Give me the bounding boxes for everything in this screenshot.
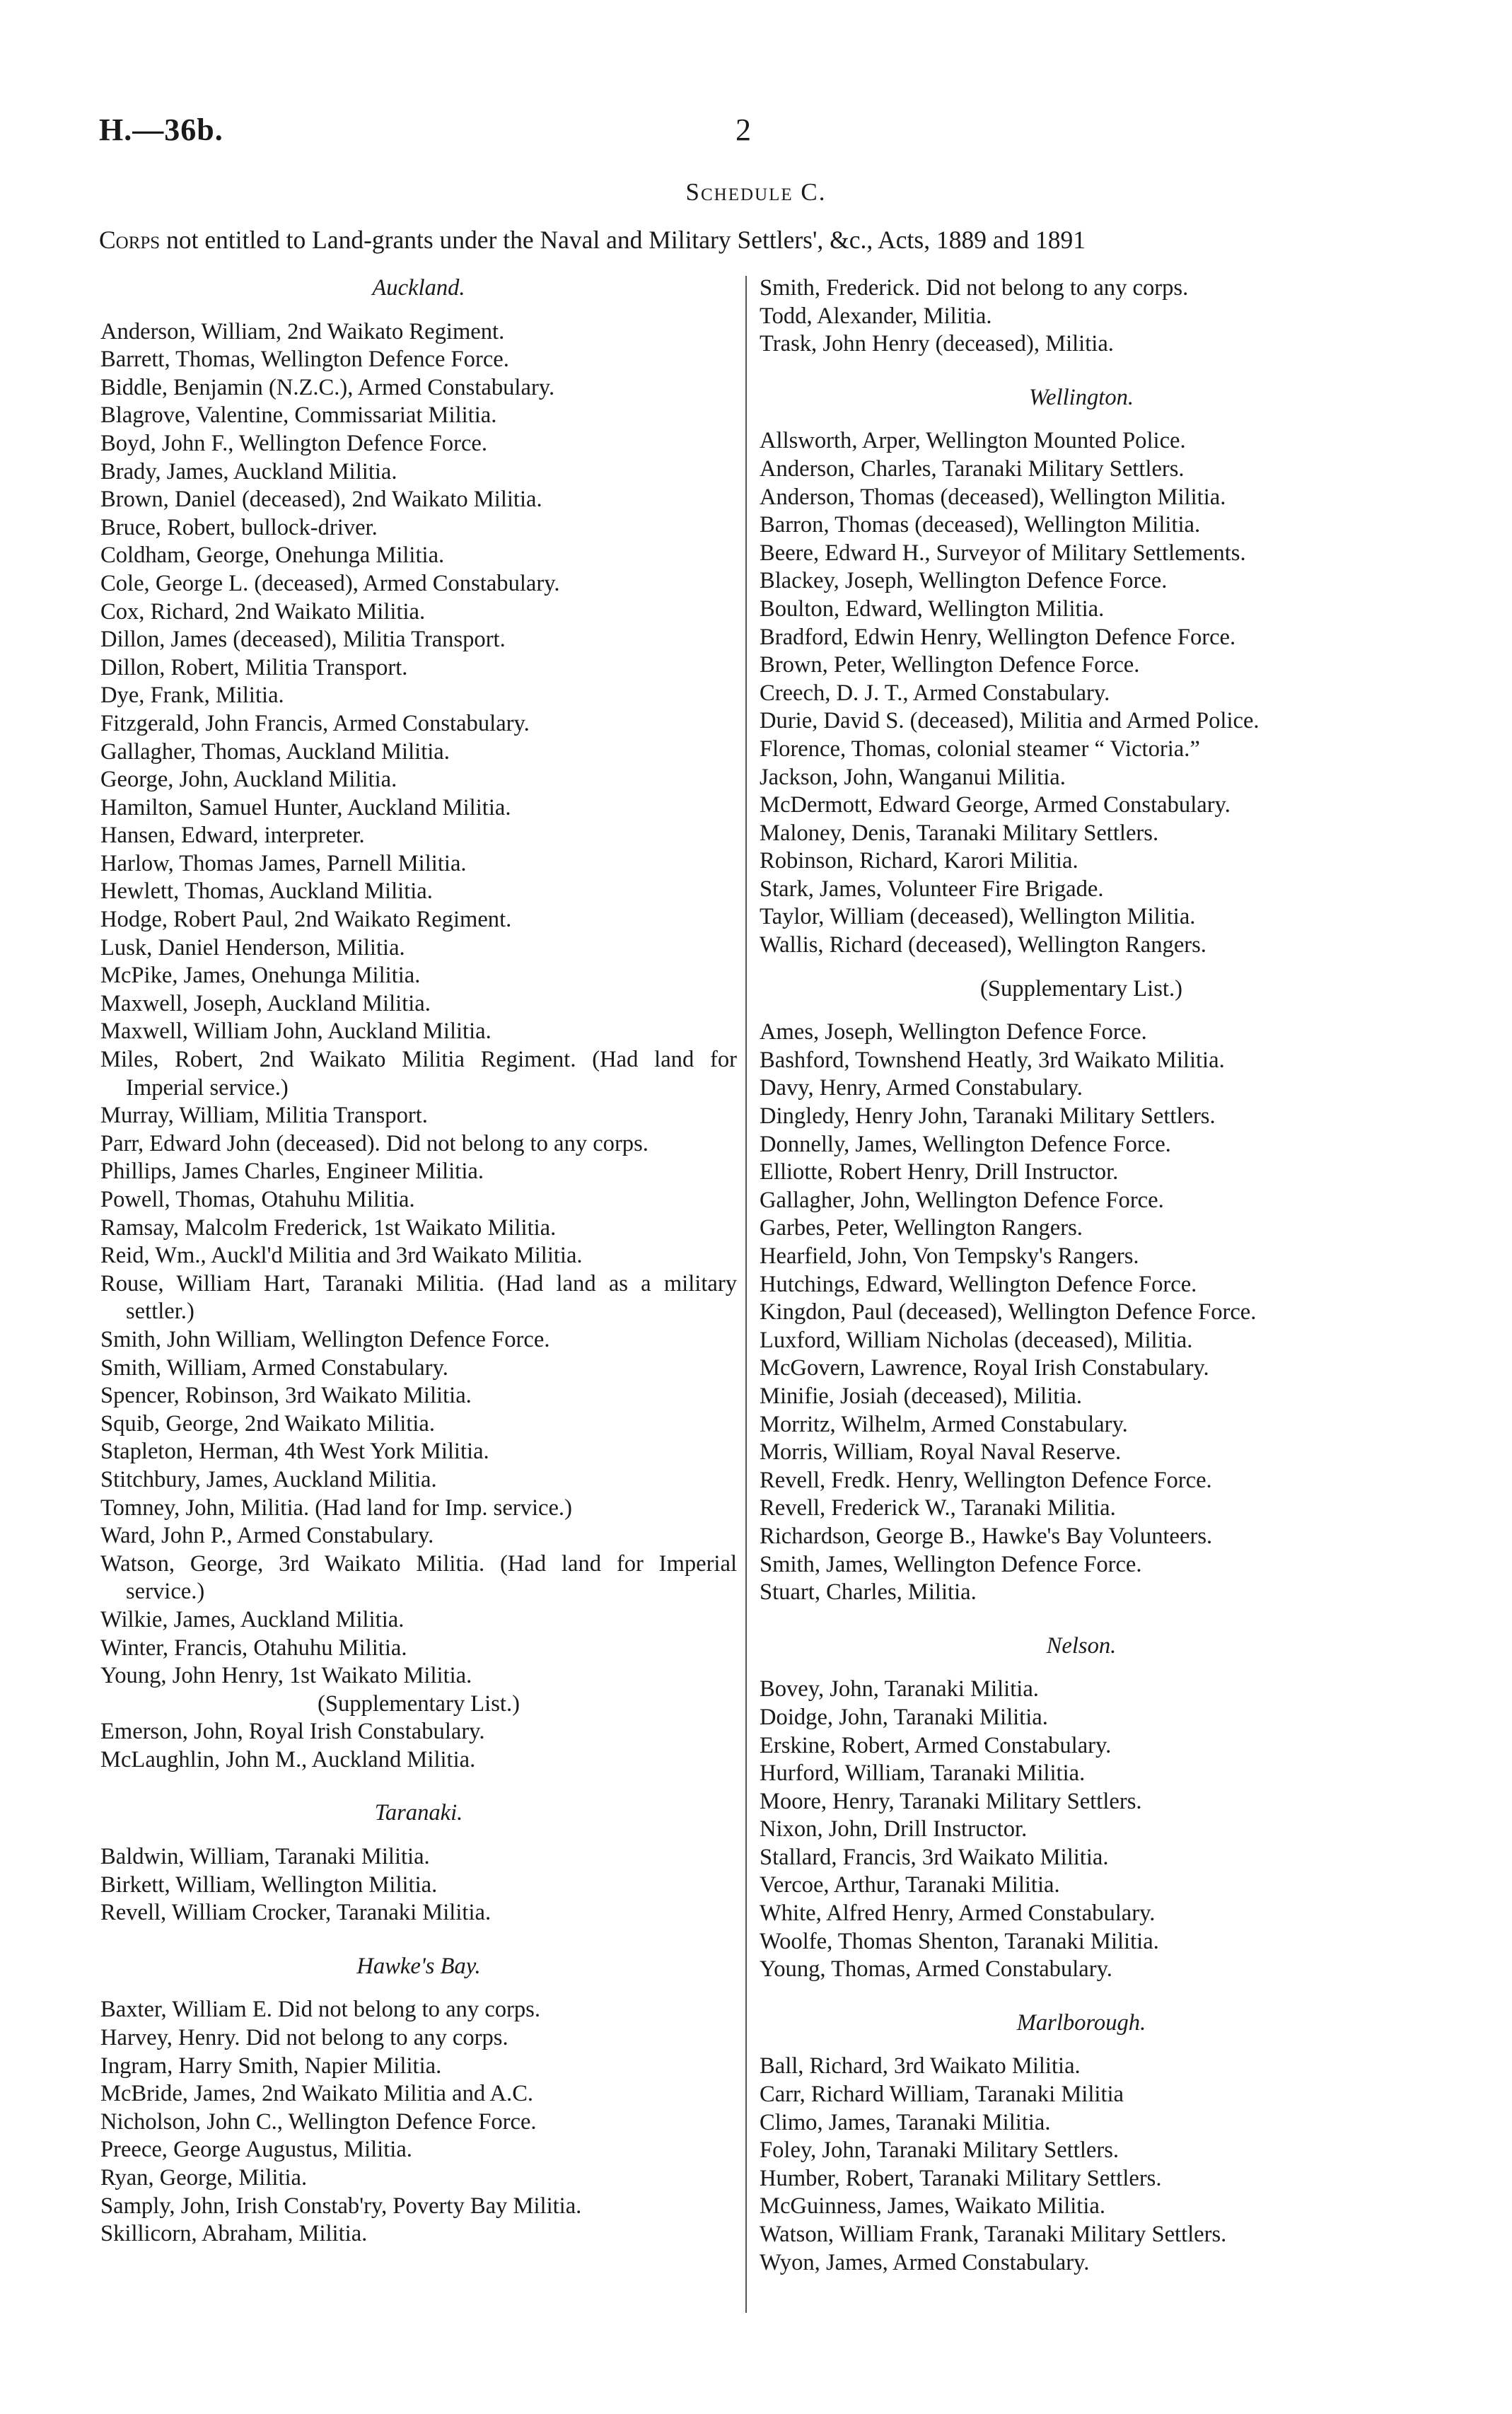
list-entry: Biddle, Benjamin (N.Z.C.), Armed Constabulary. <box>100 374 555 400</box>
section-heading-marlborough: Marlborough. <box>1016 2009 1146 2036</box>
list-entry: Murray, William, Militia Transport. <box>100 1103 428 1129</box>
list-entry: Smith, James, Wellington Defence Force. <box>760 1551 1142 1577</box>
list-entry: Doidge, John, Taranaki Militia. <box>760 1704 1048 1730</box>
wellington-supplementary-heading: (Supplementary List.) <box>980 975 1182 1002</box>
list-entry: Woolfe, Thomas Shenton, Taranaki Militia. <box>760 1928 1159 1954</box>
section-heading-auckland: Auckland. <box>372 275 465 301</box>
list-entry: Watson, George, 3rd Waikato Militia. (Had land for Imperial service.) <box>100 1550 737 1605</box>
section-heading-nelson: Nelson. <box>1046 1632 1117 1659</box>
list-entry: Samply, John, Irish Constab'ry, Poverty Bay Militia. <box>100 2193 582 2219</box>
list-entry: Erskine, Robert, Armed Constabulary. <box>760 1732 1112 1758</box>
list-entry: Brown, Daniel (deceased), 2nd Waikato Militia. <box>100 487 542 513</box>
list-entry: Dingledy, Henry John, Taranaki Military Settlers. <box>760 1103 1216 1130</box>
list-entry: Jackson, John, Wanganui Militia. <box>760 764 1066 790</box>
list-entry: Baxter, William E. Did not belong to any corps. <box>100 1997 540 2023</box>
list-entry: McPike, James, Onehunga Militia. <box>100 963 421 989</box>
list-entry: Todd, Alexander, Militia. <box>760 303 992 329</box>
auckland-supplementary-heading: (Supplementary List.) <box>318 1690 520 1717</box>
list-entry: Cox, Richard, 2nd Waikato Militia. <box>100 598 426 625</box>
page-number: 2 <box>735 112 751 147</box>
list-entry: Nicholson, John C., Wellington Defence Force. <box>100 2108 537 2135</box>
auckland-supplementary-list <box>100 1718 737 1774</box>
list-entry: Coldham, George, Onehunga Militia. <box>100 542 445 569</box>
subtitle-lead: Corps <box>99 226 161 254</box>
list-entry: Beere, Edward H., Surveyor of Military Settlements. <box>760 540 1246 566</box>
list-entry: Hearfield, John, Von Tempsky's Rangers. <box>760 1243 1139 1269</box>
list-entry: Florence, Thomas, colonial steamer “ Victoria.” <box>760 736 1200 762</box>
list-entry: Anderson, Thomas (deceased), Wellington Militia. <box>760 484 1226 510</box>
list-entry: Anderson, William, 2nd Waikato Regiment. <box>100 318 505 344</box>
list-entry: Moore, Henry, Taranaki Military Settlers. <box>760 1788 1142 1814</box>
list-entry: Bashford, Townshend Heatly, 3rd Waikato Militia. <box>760 1047 1225 1073</box>
list-entry: Richardson, George B., Hawke's Bay Volunteers. <box>760 1523 1213 1549</box>
list-entry: McGuinness, James, Waikato Militia. <box>760 2193 1106 2219</box>
list-entry: Bruce, Robert, bullock-driver. <box>100 514 378 540</box>
list-entry: Garbes, Peter, Wellington Rangers. <box>760 1215 1083 1241</box>
list-entry: George, John, Auckland Militia. <box>100 767 397 793</box>
list-entry: Stuart, Charles, Militia. <box>760 1579 977 1606</box>
list-entry: Dillon, Robert, Militia Transport. <box>100 654 408 680</box>
list-entry: Hamilton, Samuel Hunter, Auckland Militia. <box>100 794 511 820</box>
list-entry: Stark, James, Volunteer Fire Brigade. <box>760 876 1104 902</box>
list-entry: Blackey, Joseph, Wellington Defence Force. <box>760 568 1168 594</box>
list-entry: Wallis, Richard (deceased), Wellington Rangers. <box>760 932 1206 958</box>
list-entry: Gallagher, John, Wellington Defence Force. <box>760 1187 1164 1213</box>
list-entry: Vercoe, Arthur, Taranaki Militia. <box>760 1872 1060 1898</box>
list-entry: Boyd, John F., Wellington Defence Force. <box>100 430 488 456</box>
list-entry: Allsworth, Arper, Wellington Mounted Police. <box>760 428 1186 454</box>
list-entry: Durie, David S. (deceased), Militia and Armed Police. <box>760 708 1260 734</box>
list-entry: Ramsay, Malcolm Frederick, 1st Waikato Militia. <box>100 1214 557 1241</box>
list-entry: Harlow, Thomas James, Parnell Militia. <box>100 850 467 876</box>
list-entry: Ames, Joseph, Wellington Defence Force. <box>760 1019 1147 1045</box>
list-entry: Hodge, Robert Paul, 2nd Waikato Regiment. <box>100 907 512 933</box>
list-entry: Climo, James, Taranaki Militia. <box>760 2109 1051 2135</box>
list-entry: Cole, George L. (deceased), Armed Constabulary. <box>100 570 560 596</box>
list-entry: Kingdon, Paul (deceased), Wellington Defence Force. <box>760 1299 1257 1325</box>
column-divider <box>745 276 747 2313</box>
list-entry: Squib, George, 2nd Waikato Militia. <box>100 1410 436 1437</box>
nelson-list <box>760 1676 1403 1984</box>
list-entry: Dillon, James (deceased), Militia Transport. <box>100 627 506 653</box>
list-entry: Ryan, George, Militia. <box>100 2165 308 2190</box>
list-entry: Hutchings, Edward, Wellington Defence Force. <box>760 1271 1197 1297</box>
list-entry: Parr, Edward John (deceased). Did not belong to any corps. <box>100 1130 649 1156</box>
list-entry: Phillips, James Charles, Engineer Militia. <box>100 1159 484 1185</box>
list-entry: Reid, Wm., Auckl'd Militia and 3rd Waikato Militia. <box>100 1243 583 1269</box>
list-entry: Winter, Francis, Otahuhu Militia. <box>100 1635 407 1661</box>
list-entry: Harvey, Henry. Did not belong to any corps. <box>100 2025 508 2051</box>
list-entry: Gallagher, Thomas, Auckland Militia. <box>100 738 450 765</box>
list-entry: Emerson, John, Royal Irish Constabulary. <box>100 1719 485 1745</box>
list-entry: Elliotte, Robert Henry, Drill Instructor. <box>760 1159 1119 1185</box>
list-entry: Creech, D. J. T., Armed Constabulary. <box>760 680 1110 706</box>
list-entry: Fitzgerald, John Francis, Armed Constabulary. <box>100 710 530 736</box>
list-entry: Young, John Henry, 1st Waikato Militia. <box>100 1663 472 1689</box>
list-entry: Baldwin, William, Taranaki Militia. <box>100 1844 430 1870</box>
section-heading-wellington: Wellington. <box>1028 384 1134 410</box>
list-entry: Hansen, Edward, interpreter. <box>100 823 365 849</box>
list-entry: Stitchbury, James, Auckland Militia. <box>100 1466 437 1492</box>
list-entry: Morritz, Wilhelm, Armed Constabulary. <box>760 1411 1128 1437</box>
wellington-list <box>760 427 1403 959</box>
marlborough-list <box>760 2053 1403 2277</box>
list-entry: Luxford, William Nicholas (deceased), Militia. <box>760 1327 1193 1353</box>
list-entry: Minifie, Josiah (deceased), Militia. <box>760 1383 1082 1409</box>
list-entry: Miles, Robert, 2nd Waikato Militia Regiment. (Had land for Imperial service.) <box>100 1047 737 1101</box>
list-entry: Spencer, Robinson, 3rd Waikato Militia. <box>100 1383 472 1409</box>
list-entry: McGovern, Lawrence, Royal Irish Constabulary. <box>760 1355 1209 1381</box>
document-reference: H.—36b. <box>99 112 223 147</box>
list-entry: Carr, Richard William, Taranaki Militia <box>760 2082 1124 2108</box>
list-entry: Donnelly, James, Wellington Defence Force. <box>760 1131 1171 1157</box>
list-entry: McLaughlin, John M., Auckland Militia. <box>100 1746 476 1772</box>
list-entry: Hewlett, Thomas, Auckland Militia. <box>100 878 433 905</box>
list-entry: Powell, Thomas, Otahuhu Militia. <box>100 1187 415 1212</box>
auckland-continued-list <box>760 274 1403 359</box>
list-entry: Rouse, William Hart, Taranaki Militia. (Had land as a military settler.) <box>100 1270 737 1325</box>
list-entry: Foley, John, Taranaki Military Settlers. <box>760 2137 1120 2164</box>
list-entry: Taylor, William (deceased), Wellington Militia. <box>760 904 1196 930</box>
list-entry: Revell, Fredk. Henry, Wellington Defence Force. <box>760 1467 1212 1493</box>
list-entry: Young, Thomas, Armed Constabulary. <box>760 1956 1112 1983</box>
list-entry: Ball, Richard, 3rd Waikato Militia. <box>760 2053 1081 2079</box>
list-entry: Birkett, William, Wellington Militia. <box>100 1872 438 1898</box>
hawkes-bay-list <box>100 1996 737 2248</box>
section-heading-taranaki: Taranaki. <box>374 1800 463 1826</box>
list-entry: Revell, Frederick W., Taranaki Militia. <box>760 1495 1116 1521</box>
subtitle-rest: not entitled to Land-grants under the Naval and Military Settlers', &c., Acts, 1889 and 1891 <box>160 226 1086 254</box>
schedule-subtitle <box>99 225 1413 255</box>
list-entry: Tomney, John, Militia. (Had land for Imp. service.) <box>100 1495 572 1521</box>
list-entry: Maxwell, William John, Auckland Militia. <box>100 1019 492 1045</box>
list-entry: Ward, John P., Armed Constabulary. <box>100 1523 434 1549</box>
list-entry: Smith, John William, Wellington Defence Force. <box>100 1326 550 1352</box>
list-entry: Barrett, Thomas, Wellington Defence Force. <box>100 347 509 373</box>
list-entry: Bovey, John, Taranaki Militia. <box>760 1676 1039 1702</box>
list-entry: McBride, James, 2nd Waikato Militia and A.C. <box>100 2081 534 2107</box>
left-column <box>100 274 737 2248</box>
list-entry: Preece, George Augustus, Militia. <box>100 2137 412 2163</box>
list-entry: Lusk, Daniel Henderson, Militia. <box>100 934 405 961</box>
list-entry: Ingram, Harry Smith, Napier Militia. <box>100 2053 442 2079</box>
list-entry: Maxwell, Joseph, Auckland Militia. <box>100 990 431 1016</box>
list-entry: Skillicorn, Abraham, Militia. <box>100 2221 368 2247</box>
list-entry: Blagrove, Valentine, Commissariat Militia. <box>100 402 497 429</box>
list-entry: Robinson, Richard, Karori Militia. <box>760 848 1078 874</box>
list-entry: Anderson, Charles, Taranaki Military Settlers. <box>760 455 1185 482</box>
list-entry: Wyon, James, Armed Constabulary. <box>760 2249 1090 2275</box>
list-entry: Stallard, Francis, 3rd Waikato Militia. <box>760 1844 1109 1870</box>
list-entry: Revell, William Crocker, Taranaki Militia. <box>100 1900 492 1926</box>
list-entry: Maloney, Denis, Taranaki Military Settlers. <box>760 820 1159 846</box>
list-entry: Bradford, Edwin Henry, Wellington Defence Force. <box>760 624 1236 650</box>
wellington-supplementary-list <box>760 1019 1403 1606</box>
taranaki-list <box>100 1843 737 1927</box>
schedule-title: Schedule C. <box>685 178 827 206</box>
list-entry: Brown, Peter, Wellington Defence Force. <box>760 652 1140 678</box>
list-entry: Nixon, John, Drill Instructor. <box>760 1816 1028 1843</box>
list-entry: White, Alfred Henry, Armed Constabulary. <box>760 1901 1156 1927</box>
list-entry: Watson, William Frank, Taranaki Military Settlers. <box>760 2222 1227 2247</box>
list-entry: Humber, Robert, Taranaki Military Settlers. <box>760 2165 1162 2191</box>
list-entry: Smith, Frederick. Did not belong to any corps. <box>760 275 1189 301</box>
list-entry: Boulton, Edward, Wellington Militia. <box>760 596 1105 622</box>
list-entry: Barron, Thomas (deceased), Wellington Militia. <box>760 512 1201 538</box>
list-entry: Stapleton, Herman, 4th West York Militia. <box>100 1439 489 1465</box>
list-entry: Trask, John Henry (deceased), Militia. <box>760 331 1114 357</box>
list-entry: Davy, Henry, Armed Constabulary. <box>760 1075 1083 1101</box>
list-entry: Dye, Frank, Militia. <box>100 683 284 709</box>
list-entry: Brady, James, Auckland Militia. <box>100 458 397 484</box>
list-entry: Hurford, William, Taranaki Militia. <box>760 1760 1086 1787</box>
list-entry: Wilkie, James, Auckland Militia. <box>100 1606 405 1632</box>
list-entry: Smith, William, Armed Constabulary. <box>100 1354 448 1381</box>
list-entry: Morris, William, Royal Naval Reserve. <box>760 1439 1122 1466</box>
auckland-list <box>100 318 737 1690</box>
section-heading-hawkes-bay: Hawke's Bay. <box>356 1953 481 1979</box>
list-entry: McDermott, Edward George, Armed Constabulary. <box>760 792 1231 818</box>
right-column <box>760 274 1403 2277</box>
